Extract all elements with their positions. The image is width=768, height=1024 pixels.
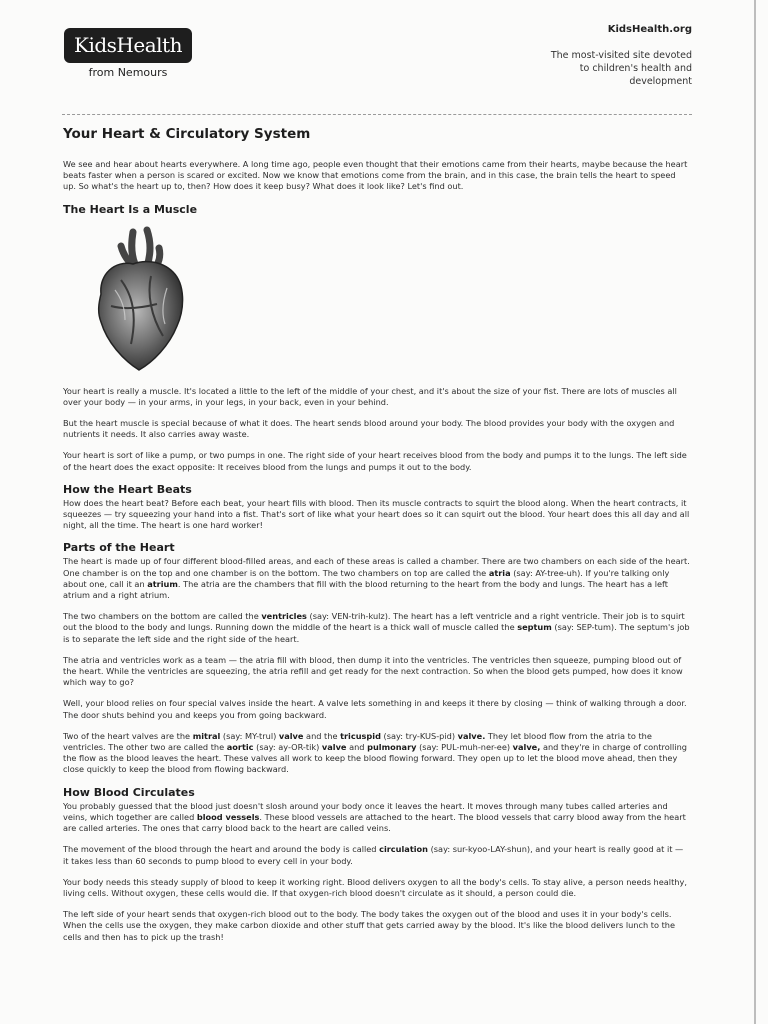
paragraph: The heart is made up of four different blood-filled areas, and each of these areas is called a chamber. There are two chambers on each side of the heart. One chamber is on the top and one chamber is on the bottom. The two chambers on top are called the atria (say: AY-tree-uh). If you're talking only about one, call it an atrium. The atria are the chambers that fill with the blood returning to the heart from the body and lungs. The heart has a left atrium and a right atrium. (63, 556, 690, 601)
term-mitral: mitral (192, 730, 221, 741)
section-heading: The Heart Is a Muscle (63, 202, 198, 216)
term-pulmonary: pulmonary (367, 742, 417, 753)
term-ventricles: ventricles (261, 611, 307, 622)
paragraph: Two of the heart valves are the mitral (say: MY-trul) valve and the tricuspid (say: try-KUS-pid) valve. They let blood flow from the atria to the ventricles. The other two are called the aortic (say: ay-OR-tik) valve and pulmonary (say: PUL-muh-ner-ee) valve, and they're in charge of controlling the flow as the blood leaves the heart. These valves all work to keep the blood flowing forward. They open up to let the blood move ahead, then they close quickly to keep the blood from flowing backward. (63, 730, 687, 775)
section-blood-circulates (63, 786, 691, 943)
kidshealth-logo[interactable] (64, 28, 192, 79)
section-heart-beats (63, 483, 691, 532)
paragraph: How does the heart beat? Before each beat, your heart fills with blood. Then its muscle contracts to squirt the blood along. When the heart contracts, it squeezes — try squeezing your hand into a fist. That's sort of like what your heart does so it can squirt out the blood. Your heart does this all day and all night, all the time. The heart is one hard worker! (63, 497, 690, 531)
section-parts-of-heart (63, 541, 691, 775)
logo-wordmark: KidsHealth (64, 28, 192, 63)
header-divider (62, 114, 692, 115)
section-heading: Parts of the Heart (63, 541, 175, 555)
paragraph: Your heart is sort of like a pump, or two pumps in one. The right side of your heart receives blood from the body and pumps it to the lungs. The left side of the heart does the exact opposite: It receives blood from the lungs and pumps it out to the body. (63, 450, 687, 472)
section-heading: How the Heart Beats (63, 482, 192, 496)
paragraph: But the heart muscle is special because of what it does. The heart sends blood around your body. The blood provides your body with the oxygen and nutrients it needs. It also carries away waste. (63, 418, 675, 440)
section-heading: How Blood Circulates (63, 785, 195, 799)
section-heart-muscle (63, 203, 691, 473)
paragraph: The atria and ventricles work as a team — the atria fill with blood, then dump it into the ventricles. The ventricles then squeeze, pumping blood out of the heart. While the ventricles are squeezing, the atria refill and get ready for the next contraction. So when the blood gets pumped, how does it know which way to go? (63, 654, 683, 688)
heart-illustration-icon (81, 224, 201, 374)
paragraph: You probably guessed that the blood just doesn't slosh around your body once it leaves the heart. It moves through many tubes called arteries and veins, which together are called blood vessels. These blood vessels are attached to the heart. The blood vessels that carry blood away from the heart are called arteries. The ones that carry blood back to the heart are called veins. (63, 800, 686, 834)
term-atria: atria (488, 567, 511, 578)
site-url[interactable]: KidsHealth.org (607, 24, 692, 35)
site-tagline: The most-visited site devoted to children's health and development (550, 50, 692, 87)
paragraph: Well, your blood relies on four special valves inside the heart. A valve lets something in and keeps it there by closing — think of walking through a door. The door shuts behind you and keeps you from going backward. (63, 698, 687, 720)
term-tricuspid: tricuspid (340, 730, 381, 741)
logo-subtitle: from Nemours (88, 66, 168, 79)
paragraph: The two chambers on the bottom are called the ventricles (say: VEN-trih-kulz). The heart has a left ventricle and a right ventricle. Their job is to squirt out the blood to the body and lungs. Running down the middle of the heart is a thick wall of muscle called the septum (say: SEP-tum). The septum's job is to separate the left side and the right side of the heart. (63, 611, 690, 644)
paragraph: The movement of the blood through the heart and around the body is called circulation (say: sur-kyoo-LAY-shun), and your heart is really good at it — it takes less than 60 seconds to pump blood to every cell in your body. (63, 844, 684, 866)
article (63, 126, 691, 953)
paragraph: Your body needs this steady supply of blood to keep it working right. Blood delivers oxygen to all the body's cells. To stay alive, a person needs healthy, living cells. Without oxygen, these cells would die. If that oxygen-rich blood doesn't circulate as it should, a person could die. (63, 876, 687, 898)
article-title: Your Heart & Circulatory System (63, 126, 311, 142)
term-aortic: aortic (226, 742, 254, 753)
term-circulation: circulation (379, 844, 428, 855)
intro-paragraph: We see and hear about hearts everywhere. A long time ago, people even thought that their emotions came from their hearts, maybe because the heart beats faster when a person is scared or excited. Now we know that emotions come from the brain, and in this case, the brain tells the heart to speed up. So what's the heart up to, then? How does it keep busy? What does it look like? Let's find out. (63, 159, 688, 192)
term-septum: septum (517, 622, 552, 633)
paragraph: Your heart is really a muscle. It's located a little to the left of the middle of your chest, and it's about the size of your fist. There are lots of muscles all over your body — in your arms, in your legs, in your back, even in your behind. (63, 385, 677, 407)
paragraph: The left side of your heart sends that oxygen-rich blood out to the body. The body takes the oxygen out of the blood and uses it in your body's cells. When the cells use the oxygen, they make carbon dioxide and other stuff that gets carried away by the blood. It's like the blood delivers lunch to the cells and then has to pick up the trash! (63, 909, 676, 942)
term-atrium: atrium (147, 578, 178, 589)
term-blood-vessels: blood vessels (196, 811, 260, 822)
page-header (0, 0, 768, 120)
page-edge (754, 0, 756, 1024)
